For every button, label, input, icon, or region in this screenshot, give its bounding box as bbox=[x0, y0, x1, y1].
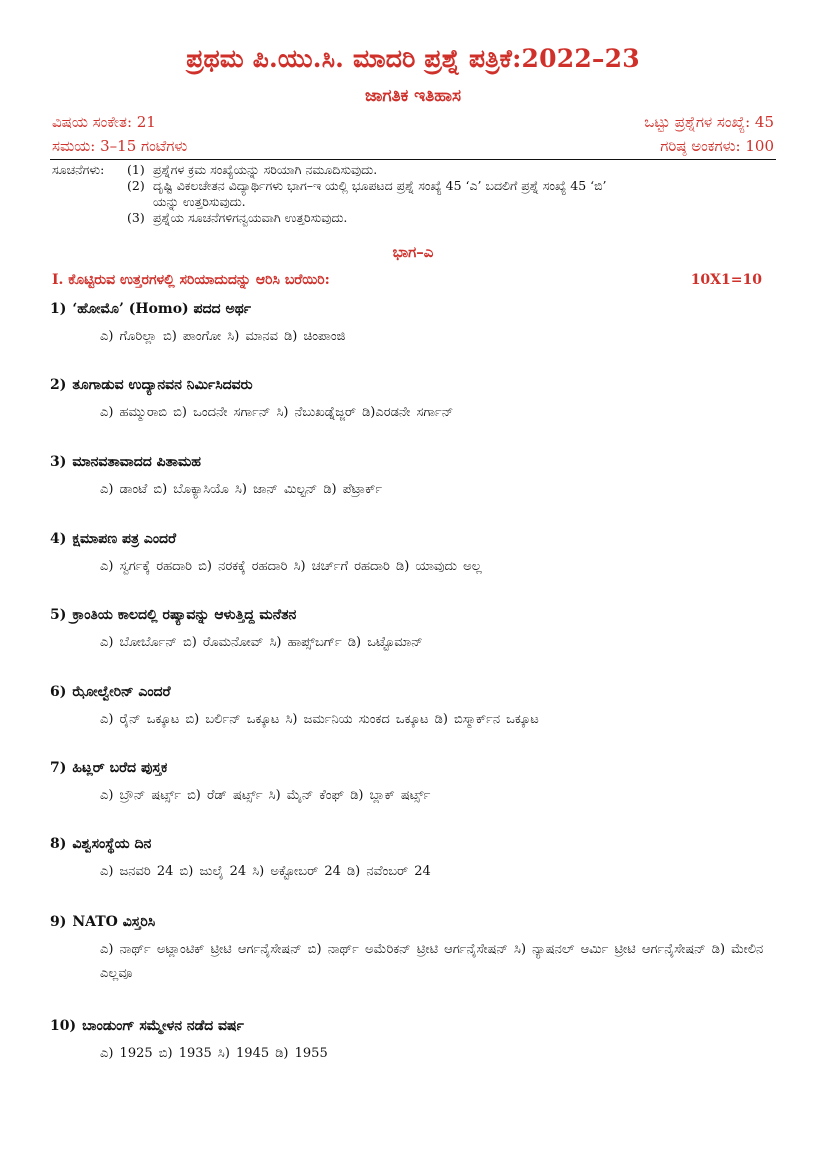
section-heading bbox=[52, 272, 762, 288]
instruction-number: (2) bbox=[127, 178, 145, 193]
max-marks: ಗರಿಷ್ಠ ಅಂಕಗಳು: 100 bbox=[660, 137, 774, 155]
question-text: ತೂಗಾಡುವ ಉದ್ಯಾನವನ ನಿರ್ಮಿಸಿದವರು bbox=[72, 377, 253, 393]
subject-code: ವಿಷಯ ಸಂಕೇತ: 21 bbox=[52, 113, 156, 131]
question-options: ಎ) ರೈನ್ ಒಕ್ಕೂಟ ಬಿ) ಬರ್ಲಿನ್ ಒಕ್ಕೂಟ ಸಿ) ಜರ್ಮನಿಯ ಸುಂಕದ ಒಕ್ಕೂಟ ಡಿ) ಬಿಸ್ಮಾರ್ಕ್‌ನ ಒಕ್ಕೂಟ bbox=[100, 712, 539, 727]
question-item bbox=[50, 531, 775, 579]
total-questions: ಒಟ್ಟು ಪ್ರಶ್ನೆಗಳ ಸಂಖ್ಯೆ: 45 bbox=[644, 113, 774, 131]
question-options: ಎ) ಜನವರಿ 24 ಬಿ) ಜುಲೈ 24 ಸಿ) ಅಕ್ಟೋಬರ್ 24 ಡಿ) ನವೆಂಬರ್ 24 bbox=[100, 864, 431, 879]
question-item bbox=[50, 684, 775, 732]
question-options: ಎ) ನಾರ್ಥ್ ಅಟ್ಲಾಂಟಿಕ್ ಟ್ರೀಟಿ ಆರ್ಗನೈಸೇಷನ್ ಬಿ) ನಾರ್ಥ್ ಅಮೆರಿಕನ್ ಟ್ರೀಟಿ ಆರ್ಗನೈಸೇಷನ್ ಸಿ) ನ್ಯಾಷನಲ್ ಆರ್ಮಿ ಟ್ರೀಟಿ ಆರ್ಗನೈಸೇಷನ್ ಡಿ) ಮೇಲಿನ ಎಲ್ಲವೂ bbox=[100, 942, 764, 981]
question-text: ಮಾನವತಾವಾದದ ಪಿತಾಮಹ bbox=[72, 454, 202, 470]
question-options: ಎ) ಗೊರಿಲ್ಲಾ ಬಿ) ಪಾಂಗೋ ಸಿ) ಮಾನವ ಡಿ) ಚಿಂಪಾಂಜಿ bbox=[100, 329, 346, 344]
part-heading: ಭಾಗ–ಎ bbox=[392, 243, 434, 261]
question-number: 8) bbox=[50, 836, 67, 852]
exam-time: ಸಮಯ: 3–15 ಗಂಟೆಗಳು bbox=[52, 137, 188, 155]
question-number: 1) bbox=[50, 301, 67, 317]
instruction-text: ಪ್ರಶ್ನೆಯ ಸೂಚನೆಗಳಿಗನ್ವಯವಾಗಿ ಉತ್ತರಿಸುವುದು. bbox=[153, 210, 348, 225]
question-number: 2) bbox=[50, 377, 67, 393]
question-text: ವಿಶ್ವಸಂಸ್ಥೆಯ ದಿನ bbox=[72, 836, 152, 852]
instructions-label-spacer bbox=[52, 178, 127, 194]
instruction-row bbox=[52, 210, 776, 226]
question-options: ಎ) ಬ್ರೌನ್ ಷರ್ಟ್ಸ್ ಬಿ) ರೆಡ್ ಷರ್ಟ್ಸ್ ಸಿ) ಮೈನ್ ಕೆಂಫ್ ಡಿ) ಬ್ಲಾಕ್ ಷರ್ಟ್ಸ್ bbox=[100, 788, 431, 803]
question-number: 4) bbox=[50, 531, 67, 547]
question-item bbox=[50, 301, 775, 349]
question-text: ಬಾಂಡುಂಗ್ ಸಮ್ಮೇಳನ ನಡೆದ ವರ್ಷ bbox=[82, 1018, 244, 1034]
instructions-label: ಸೂಚನೆಗಳು: bbox=[52, 162, 105, 177]
question-item bbox=[50, 607, 775, 655]
question-text: ‘ಹೋಮೊ’ (Homo) ಪದದ ಅರ್ಥ bbox=[72, 301, 251, 317]
question-text: ಝೋಲ್ವೇರಿನ್ ಎಂದರೆ bbox=[72, 684, 171, 700]
instruction-number: (3) bbox=[127, 210, 145, 225]
question-number: 10) bbox=[50, 1018, 77, 1034]
instruction-row bbox=[52, 178, 776, 194]
question-number: 5) bbox=[50, 607, 67, 623]
question-item bbox=[50, 377, 775, 425]
question-options: ಎ) ಹಮ್ಮುರಾಬಿ ಬಿ) ಒಂದನೇ ಸರ್ಗಾನ್ ಸಿ) ನೆಬುಖಡ್ನೆಜ್ಜರ್ ಡಿ)ಎರಡನೇ ಸರ್ಗಾನ್ bbox=[100, 405, 454, 420]
instruction-continuation: ಯನ್ನು ಉತ್ತರಿಸುವುದು. bbox=[153, 194, 246, 209]
instructions-block bbox=[52, 162, 776, 226]
question-options: ಎ) 1925 ಬಿ) 1935 ಸಿ) 1945 ಡಿ) 1955 bbox=[100, 1046, 328, 1061]
question-item bbox=[50, 1018, 775, 1066]
paper-title: ಪ್ರಥಮ ಪಿ.ಯು.ಸಿ. ಮಾದರಿ ಪ್ರಶ್ನೆ ಪತ್ರಿಕೆ:2022–23 bbox=[186, 44, 640, 73]
section-marks: 10X1=10 bbox=[690, 272, 762, 288]
question-number: 7) bbox=[50, 760, 67, 776]
question-item bbox=[50, 760, 775, 808]
question-number: 6) bbox=[50, 684, 67, 700]
question-text: ಕ್ಷಮಾಪಣ ಪತ್ರ ಎಂದರೆ bbox=[72, 531, 177, 547]
question-item bbox=[50, 914, 775, 986]
question-text: ಹಿಟ್ಲರ್ ಬರೆದ ಪುಸ್ತಕ bbox=[72, 760, 168, 776]
header-divider bbox=[50, 159, 776, 160]
question-text: NATO ವಿಸ್ತರಿಸಿ bbox=[72, 914, 156, 930]
question-text: ಕ್ರಾಂತಿಯ ಕಾಲದಲ್ಲಿ ರಷ್ಯಾವನ್ನು ಆಳುತ್ತಿದ್ದ ಮನೆತನ bbox=[72, 607, 297, 623]
question-item bbox=[50, 454, 775, 502]
question-item bbox=[50, 836, 775, 884]
question-options: ಎ) ಡಾಂಟೆ ಬಿ) ಬೊಕ್ಯಾಸಿಯೊ ಸಿ) ಜಾನ್ ಮಿಲ್ಟನ್ ಡಿ) ಪೆಟ್ರಾರ್ಕ್ bbox=[100, 482, 383, 497]
instruction-text: ದೃಷ್ಟಿ ವಿಕಲಚೇತನ ವಿದ್ಯಾರ್ಥಿಗಳು ಭಾಗ–ಇ ಯಲ್ಲಿ ಭೂಪಟದ ಪ್ರಶ್ನೆ ಸಂಖ್ಯೆ 45 ‘ಎ’ ಬದಲಿಗೆ ಪ್ರಶ್ನೆ ಸಂಖ್ಯೆ 45 ‘ಬಿ’ bbox=[153, 178, 607, 193]
instruction-number: (1) bbox=[127, 162, 145, 177]
question-options: ಎ) ಸ್ವರ್ಗಕ್ಕೆ ರಹದಾರಿ ಬಿ) ನರಕಕ್ಕೆ ರಹದಾರಿ ಸಿ) ಚರ್ಚ್‌ಗೆ ರಹದಾರಿ ಡಿ) ಯಾವುದು ಅಲ್ಲ bbox=[100, 559, 482, 574]
instruction-text: ಪ್ರಶ್ನೆಗಳ ಕ್ರಮ ಸಂಖ್ಯೆಯನ್ನು ಸರಿಯಾಗಿ ನಮೂದಿಸುವುದು. bbox=[153, 162, 378, 177]
instruction-row bbox=[52, 162, 776, 178]
question-options: ಎ) ಬೋರ್ಬೊನ್ ಬಿ) ರೊಮನೋವ್ ಸಿ) ಹಾಪ್ಸ್‌ಬರ್ಗ್ ಡಿ) ಒಟ್ಟೊಮಾನ್ bbox=[100, 635, 423, 650]
question-number: 9) bbox=[50, 914, 67, 930]
question-number: 3) bbox=[50, 454, 67, 470]
paper-subject: ಜಾಗತಿಕ ಇತಿಹಾಸ bbox=[364, 86, 462, 106]
section-title: I. ಕೊಟ್ಟಿರುವ ಉತ್ತರಗಳಲ್ಲಿ ಸರಿಯಾದುದನ್ನು ಆರಿಸಿ ಬರೆಯಿರಿ: bbox=[52, 272, 330, 288]
instructions-label-spacer bbox=[52, 210, 127, 226]
